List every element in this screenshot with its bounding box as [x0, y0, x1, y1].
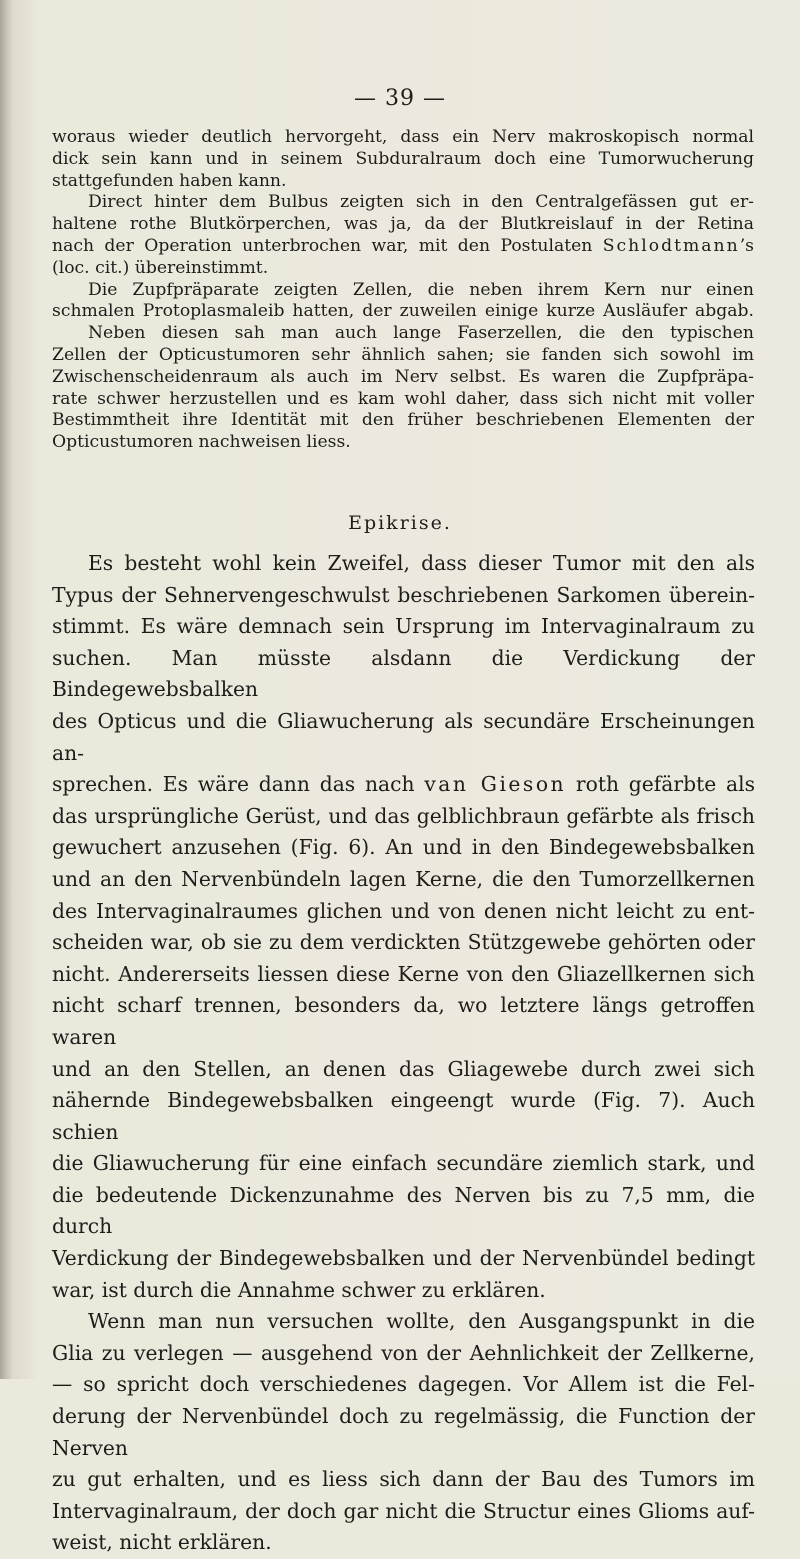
paragraph-line: des Opticus und die Gliawucherung als secundäre Erscheinungen an- [52, 708, 755, 765]
paragraph-line: weist, nicht erklären. [52, 1530, 272, 1555]
paragraph-line: rate schwer herzustellen und es kam wohl daher, dass sich nicht mit voller [52, 388, 754, 409]
paragraph-line: gewuchert anzusehen (Fig. 6). An und in den Bindegewebsbalken [52, 835, 755, 860]
paragraph-line: dick sein kann und in seinem Subduralraum doch eine Tumorwucherung [52, 148, 754, 169]
paragraph-line: Typus der Sehnervengeschwulst beschriebenen Sarkomen überein- [52, 582, 755, 607]
section-heading: Epikrise. [348, 512, 452, 534]
paragraph-line: Neben diesen sah man auch lange Faserzellen, die den typischen [88, 323, 754, 344]
text-run: ’s [739, 235, 754, 256]
paragraph-line: — so spricht doch verschiedenes dagegen. Vor Allem ist die Fel- [52, 1372, 755, 1397]
paragraph-line [52, 236, 754, 258]
paragraph-line: stimmt. Es wäre demnach sein Ursprung im Intervaginalraum zu [52, 614, 755, 639]
paragraph-line [52, 769, 755, 801]
spine-shadow [0, 0, 12, 1379]
paragraph-line: nicht scharf trennen, besonders da, wo letztere längs getroffen waren [52, 993, 755, 1049]
paragraph-line: scheiden war, ob sie zu dem verdickten Stützgewebe gehörten oder [52, 930, 755, 955]
page-number: — 39 — [354, 86, 446, 111]
paragraph-line: Die Zupfpräparate zeigten Zellen, die neben ihrem Kern nur einen [88, 279, 754, 300]
paragraph-line: Direct hinter dem Bulbus zeigten sich in den Centralgefässen gut er- [88, 192, 754, 213]
paragraph-line: Glia zu verlegen — ausgehend von der Aehnlichkeit der Zellkerne, [52, 1340, 755, 1365]
paragraph-line: und an den Nervenbündeln lagen Kerne, die den Tumorzellkernen [52, 866, 755, 891]
paragraph-line: die Gliawucherung für eine einfach secundäre ziemlich stark, und [52, 1151, 755, 1176]
text-run: sprechen. Es wäre dann das nach [52, 772, 425, 797]
paragraph-line: derung der Nervenbündel doch zu regelmässig, die Function der Nerven [52, 1404, 755, 1460]
body-text-small [52, 127, 754, 454]
paragraph-line: Verdickung der Bindegewebsbalken und der Nervenbündel bedingt [52, 1246, 755, 1271]
body-text-large [52, 548, 755, 1559]
paragraph-line: und an den Stellen, an denen das Gliagewebe durch zwei sich [52, 1056, 755, 1081]
paragraph-line: des Intervaginalraumes glichen und von denen nicht leicht zu ent- [52, 898, 755, 923]
paragraph-line: zu gut erhalten, und es liess sich dann der Bau des Tumors im [52, 1467, 755, 1492]
paragraph-line: Zwischenscheidenraum als auch im Nerv selbst. Es waren die Zupfpräpa- [52, 366, 754, 387]
paragraph-line: Wenn man nun versuchen wollte, den Ausgangspunkt in die [88, 1309, 755, 1334]
paragraph-line: suchen. Man müsste alsdann die Verdickung der Bindegewebsbalken [52, 645, 755, 702]
paragraph-line: Es besteht wohl kein Zweifel, dass dieser Tumor mit den als [88, 551, 755, 575]
author-name: Schlodtmann [602, 235, 740, 256]
paragraph-line: haltene rothe Blutkörperchen, was ja, da der Blutkreislauf in der Retina [52, 214, 754, 235]
paragraph-line: Intervaginalraum, der doch gar nicht die Structur eines Glioms auf- [52, 1498, 755, 1523]
paragraph-line: Bestimmtheit ihre Identität mit den früher beschriebenen Elementen der [52, 410, 754, 431]
paragraph-line: schmalen Protoplasmaleib hatten, der zuweilen einige kurze Ausläufer abgab. [52, 301, 754, 322]
paragraph-line: nicht. Andererseits liessen diese Kerne von den Gliazellkernen sich [52, 961, 755, 986]
author-name: van Gieson [424, 772, 567, 797]
paragraph-line: das ursprüngliche Gerüst, und das gelblichbraun gefärbte als frisch [52, 803, 755, 828]
text-run: nach der Operation unterbrochen war, mit den Postulaten [52, 235, 603, 256]
paragraph-line: nähernde Bindegewebsbalken eingeengt wurde (Fig. 7). Auch schien [52, 1088, 755, 1144]
paragraph-line: war, ist durch die Annahme schwer zu erklären. [52, 1277, 546, 1302]
paragraph-line: Zellen der Opticustumoren sehr ähnlich sahen; sie fanden sich sowohl im [52, 344, 754, 365]
paragraph-line: die bedeutende Dickenzunahme des Nerven bis zu 7,5 mm, die durch [52, 1182, 755, 1239]
text-run: roth gefärbte als [566, 772, 755, 797]
paragraph-line: stattgefunden haben kann. [52, 170, 287, 191]
paragraph-line: (loc. cit.) übereinstimmt. [52, 257, 269, 278]
paragraph-line: Opticustumoren nachweisen liess. [52, 432, 351, 453]
paragraph-line: woraus wieder deutlich hervorgeht, dass ein Nerv makroskopisch normal [52, 127, 754, 147]
